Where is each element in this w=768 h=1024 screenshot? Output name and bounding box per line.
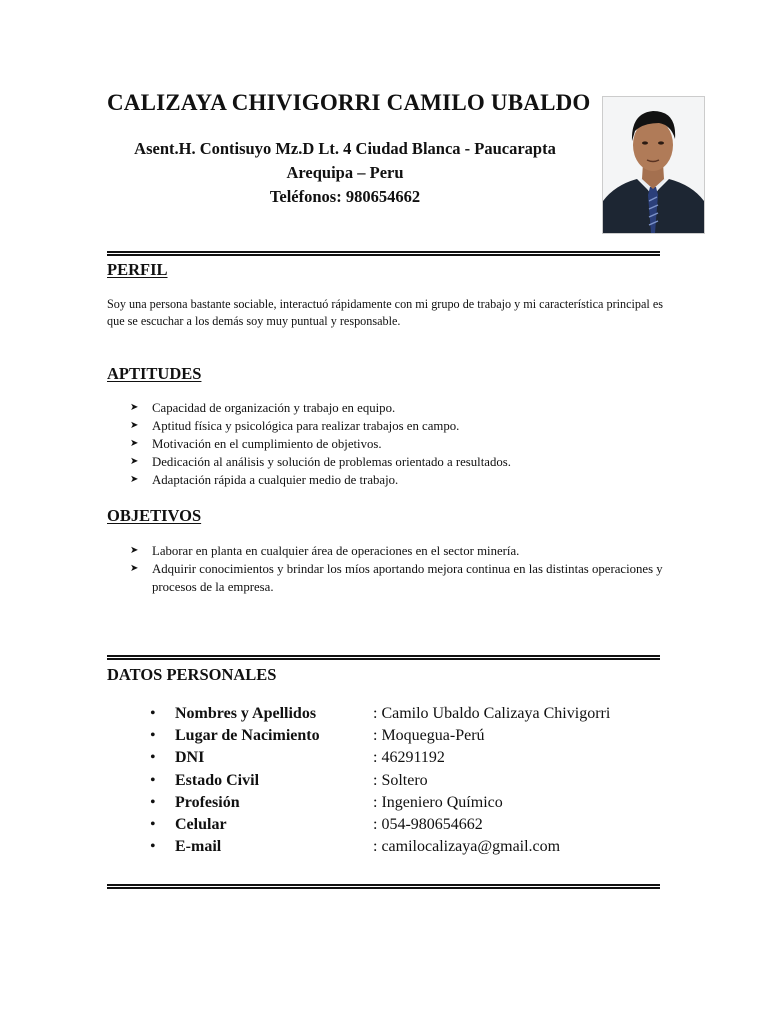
- arrowhead-bullet-icon: ➤: [130, 420, 139, 431]
- arrowhead-bullet-icon: ➤: [130, 456, 139, 467]
- objetivos-list: [130, 542, 670, 596]
- phone-line: Teléfonos: 980654662: [269, 187, 421, 206]
- round-bullet-icon: •: [150, 838, 156, 856]
- arrowhead-bullet-icon: ➤: [130, 438, 139, 449]
- arrowhead-bullet-icon: ➤: [130, 563, 139, 574]
- round-bullet-icon: •: [150, 727, 156, 745]
- list-item: ➤ Adaptación rápida a cualquier medio de trabajo.: [130, 473, 399, 487]
- address-line-1: Asent.H. Contisuyo Mz.D Lt. 4 Ciudad Blanca - Paucarapta: [134, 139, 556, 158]
- perfil-text: Soy una persona bastante sociable, interactuó rápidamente con mi grupo de trabajo y mi característica principal es que se escuchar a los demás soy muy puntual y responsable.: [107, 297, 664, 328]
- candidate-name: CALIZAYA CHIVIGORRI CAMILO UBALDO: [107, 90, 591, 115]
- data-row: • DNI : 46291192: [150, 747, 670, 769]
- round-bullet-icon: •: [150, 705, 156, 722]
- section-title-objetivos: OBJETIVOS: [107, 506, 202, 525]
- personal-data-list: [150, 703, 670, 858]
- section-title-aptitudes: APTITUDES: [107, 364, 202, 383]
- data-row: • Profesión : Ingeniero Químico: [150, 792, 670, 814]
- section-title-datos-personales: DATOS PERSONALES: [107, 665, 277, 684]
- data-row: • Lugar de Nacimiento : Moquegua-Perú: [150, 725, 670, 747]
- list-item: ➤ Dedicación al análisis y solución de problemas orientado a resultados.: [130, 455, 511, 469]
- portrait-image: [603, 97, 704, 233]
- data-row: • Celular : 054-980654662: [150, 814, 670, 836]
- section-divider: [107, 251, 660, 256]
- round-bullet-icon: •: [150, 815, 156, 833]
- section-title-perfil: PERFIL: [107, 260, 168, 279]
- profile-photo: [602, 96, 705, 234]
- section-divider: [107, 884, 660, 889]
- data-row: • E-mail : camilocalizaya@gmail.com: [150, 836, 670, 858]
- arrowhead-bullet-icon: ➤: [130, 474, 139, 485]
- address-line-2: Arequipa – Peru: [286, 163, 404, 182]
- list-item: ➤ Motivación en el cumplimiento de objetivos.: [130, 437, 382, 451]
- list-item: ➤ Aptitud física y psicológica para realizar trabajos en campo.: [130, 419, 460, 433]
- list-item: ➤ Capacidad de organización y trabajo en equipo.: [130, 401, 396, 415]
- section-divider: [107, 655, 660, 660]
- round-bullet-icon: •: [150, 749, 156, 767]
- arrowhead-bullet-icon: ➤: [130, 545, 139, 556]
- data-row: • Nombres y Apellidos : Camilo Ubaldo Calizaya Chivigorri: [150, 703, 670, 725]
- round-bullet-icon: •: [150, 771, 156, 789]
- data-row: • Estado Civil : Soltero: [150, 770, 670, 792]
- round-bullet-icon: •: [150, 793, 156, 811]
- aptitudes-list: [130, 399, 670, 489]
- email-link[interactable]: : camilocalizaya@gmail.com: [373, 838, 561, 856]
- list-item: ➤ Adquirir conocimientos y brindar los míos aportando mejora continua en las distintas operaciones y procesos de la empresa.: [130, 562, 663, 594]
- list-item: ➤ Laborar en planta en cualquier área de operaciones en el sector minería.: [130, 544, 520, 558]
- arrowhead-bullet-icon: ➤: [130, 402, 139, 413]
